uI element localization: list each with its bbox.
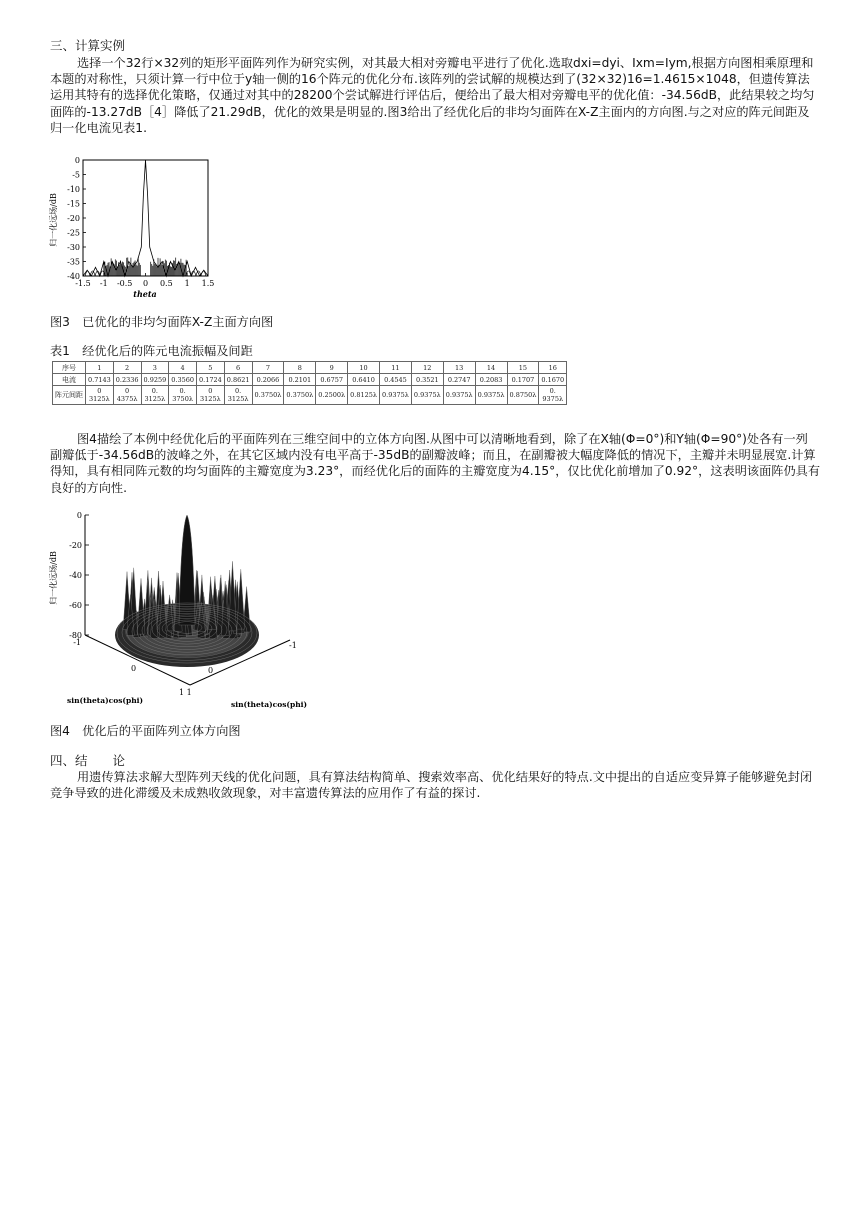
figure-3-chart <box>45 152 220 302</box>
figure-3-ytick-label: -20 <box>67 214 80 223</box>
figure-3-pattern-line <box>83 160 208 276</box>
figure-4-tick-left-neg1: -1 <box>73 638 81 647</box>
table-cell-current: 0.4545 <box>380 374 412 386</box>
table-cell-current: 0.2083 <box>475 374 507 386</box>
table-row-spacings <box>53 386 567 405</box>
table-cell-current: 0.1724 <box>197 374 225 386</box>
table-header-cell: 15 <box>507 362 539 374</box>
figure-4-xlabel-right: sin(theta)cos(phi) <box>231 700 308 709</box>
figure-4-ztick-label: -20 <box>69 541 82 550</box>
table-header-cell: 8 <box>284 362 316 374</box>
figure-3-ylabel: 归一化远场/dB <box>49 193 58 247</box>
table-cell-spacing: 0. 3750λ <box>169 386 197 405</box>
section-3-paragraph: 选择一个32行×32列的矩形平面阵列作为研究实例，对其最大相对旁瓣电平进行了优化.选取dxi=dyi、Ixm=Iym,根据方向图相乘原理和本题的对称性，只须计算一行中位于y轴一侧的16个阵元的优化分布.该阵列的尝试解的规模达到了(32×32)16=1.4615×1048，但遗传算法运用其特有的选择优化策略，仅通过对其中的28200个尝试解进行评估后，便给出了最大相对旁瓣电平的优化值：-34.56dB，此结果较之均匀面阵的-13.27dB［4］降低了21.29dB，优化的效果是明显的.图3给出了经优化后的非均匀面阵在X-Z主面内的方向图.与之对应的阵元间距及归一化电流见表1. <box>50 56 815 135</box>
table-cell-spacing: 0.8750λ <box>507 386 539 405</box>
figure-3-ytick-label: -30 <box>67 243 80 252</box>
table-row-label: 电流 <box>53 374 86 386</box>
figure-3-ytick-label: -35 <box>67 257 80 267</box>
figure-4-xlabel-left: sin(theta)cos(phi) <box>67 696 144 705</box>
table-cell-spacing: 0.3750λ <box>252 386 284 405</box>
figure-4-description-paragraph: 图4描绘了本例中经优化后的平面阵列在三维空间中的立体方向图.从图中可以清晰地看到，除了在X轴(Φ=0°)和Y轴(Φ=90°)处各有一列副瓣低于-34.56dB的波峰之外，在其它区域内没有电平高于-35dB的副瓣波峰；而且，在副瓣被大幅度降低的情况下，主瓣并未明显展宽.计算得知，具有相同阵元数的均匀面阵的主瓣宽度为3.23°，而经优化后的面阵的主瓣宽度为4.15°，仅比优化前增加了0.92°，这表明该面阵仍具有良好的方向性. <box>50 432 821 495</box>
figure-3-xtick-label: 0.5 <box>159 279 173 288</box>
table-cell-current: 0.6410 <box>348 374 380 386</box>
table-cell-spacing: 0. 3125λ <box>224 386 252 405</box>
table-header-cell: 7 <box>252 362 284 374</box>
table-cell-current: 0.8621 <box>224 374 252 386</box>
table-header-cell: 12 <box>411 362 443 374</box>
table-header-cell: 6 <box>224 362 252 374</box>
table-row-currents <box>53 374 567 386</box>
section-4-heading: 四、结 论 <box>50 753 126 768</box>
table-cell-current: 0.1670 <box>539 374 567 386</box>
table-cell-current: 0.1707 <box>507 374 539 386</box>
figure-3-xtick-label: 0 <box>142 279 149 288</box>
table-cell-current: 0.7143 <box>86 374 114 386</box>
table-header-row <box>53 362 567 374</box>
figure-4-tick-11: 1 1 <box>179 688 192 697</box>
figure-3-xtick-label: -1.5 <box>75 279 91 288</box>
table-cell-current: 0.2066 <box>252 374 284 386</box>
figure-3-ytick-label: 0 <box>74 156 80 165</box>
figure-4-ztick-label: -40 <box>69 571 82 580</box>
figure-3-plot-frame <box>83 160 208 276</box>
section-4-paragraph: 用遗传算法求解大型阵列天线的优化问题，具有算法结构简单、搜索效率高、优化结果好的特点.文中提出的自适应变异算子能够避免封闭竞争导致的进化滞缓及未成熟收敛现象，对丰富遗传算法的应用作了有益的探讨. <box>50 770 813 801</box>
table-cell-spacing: 0.9375λ <box>443 386 475 405</box>
table-header-cell: 9 <box>316 362 348 374</box>
table-cell-spacing: 0.9375λ <box>411 386 443 405</box>
table-1-caption: 表1 经优化后的阵元电流振幅及间距 <box>50 344 253 358</box>
figure-3-caption: 图3 已优化的非均匀面阵X-Z主面方向图 <box>50 315 274 329</box>
figure-4-ztick-label: -60 <box>69 601 82 610</box>
figure-3-ytick-label: -25 <box>67 228 80 238</box>
figure-4-caption: 图4 优化后的平面阵列立体方向图 <box>50 724 241 738</box>
table-cell-spacing: 0.3750λ <box>284 386 316 405</box>
table-header-cell: 4 <box>169 362 197 374</box>
table-header-cell: 13 <box>443 362 475 374</box>
table-cell-spacing: 0. 9375λ <box>539 386 567 405</box>
figure-3-xtick-label: -0.5 <box>116 279 133 288</box>
section-3-heading: 三、计算实例 <box>50 38 126 53</box>
table-cell-current: 0.2747 <box>443 374 475 386</box>
figure-4-ztick-label: -80 <box>69 631 82 640</box>
figure-4-zlabel: 归一化远场/dB <box>49 551 58 605</box>
figure-3-xlabel: theta <box>133 289 157 299</box>
table-cell-current: 0.2336 <box>113 374 141 386</box>
figure-3-ytick-label: -5 <box>72 170 80 180</box>
figure-4-main-lobe <box>179 515 195 625</box>
figure-4-tick-right-neg1: -1 <box>289 641 297 650</box>
table-header-cell: 2 <box>113 362 141 374</box>
table-cell-spacing: 0 4375λ <box>113 386 141 405</box>
table-header-cell: 3 <box>141 362 169 374</box>
figure-3-ytick-label: -40 <box>67 272 80 281</box>
table-cell-current: 0.3560 <box>169 374 197 386</box>
table-cell-current: 0.6757 <box>316 374 348 386</box>
table-header-cell: 11 <box>380 362 412 374</box>
table-header-cell: 10 <box>348 362 380 374</box>
table-cell-current: 0.3521 <box>411 374 443 386</box>
table-cell-current: 0.2101 <box>284 374 316 386</box>
table-cell-spacing: 0.2500λ <box>316 386 348 405</box>
table-row-label: 阵元间距 <box>53 386 86 405</box>
figure-4-surface <box>115 515 259 667</box>
figure-3-ytick-label: -15 <box>67 199 80 209</box>
table-header-cell: 5 <box>197 362 225 374</box>
table-cell-spacing: 0 3125λ <box>86 386 114 405</box>
table-cell-spacing: 0.9375λ <box>475 386 507 405</box>
figure-4-tick-right-0: 0 <box>208 666 214 675</box>
figure-3-xtick-label: 1 <box>184 279 190 288</box>
figure-4-3d-pattern <box>45 505 315 715</box>
figure-3-xtick-label: -1 <box>99 279 108 288</box>
table-cell-current: 0.9259 <box>141 374 169 386</box>
figure-3-xtick-label: 1.5 <box>201 279 215 288</box>
table-cell-spacing: 0.8125λ <box>348 386 380 405</box>
table-header-cell: 16 <box>539 362 567 374</box>
table-header-cell: 1 <box>86 362 114 374</box>
table-cell-spacing: 0 3125λ <box>197 386 225 405</box>
figure-3-ytick-label: -10 <box>67 185 80 194</box>
table-cell-spacing: 0.9375λ <box>380 386 412 405</box>
table-cell-spacing: 0. 3125λ <box>141 386 169 405</box>
table-header-label: 序号 <box>53 362 86 374</box>
table-1 <box>52 361 567 405</box>
table-header-cell: 14 <box>475 362 507 374</box>
figure-4-tick-left-0: 0 <box>131 664 137 673</box>
figure-4-ztick-label: 0 <box>76 511 82 520</box>
